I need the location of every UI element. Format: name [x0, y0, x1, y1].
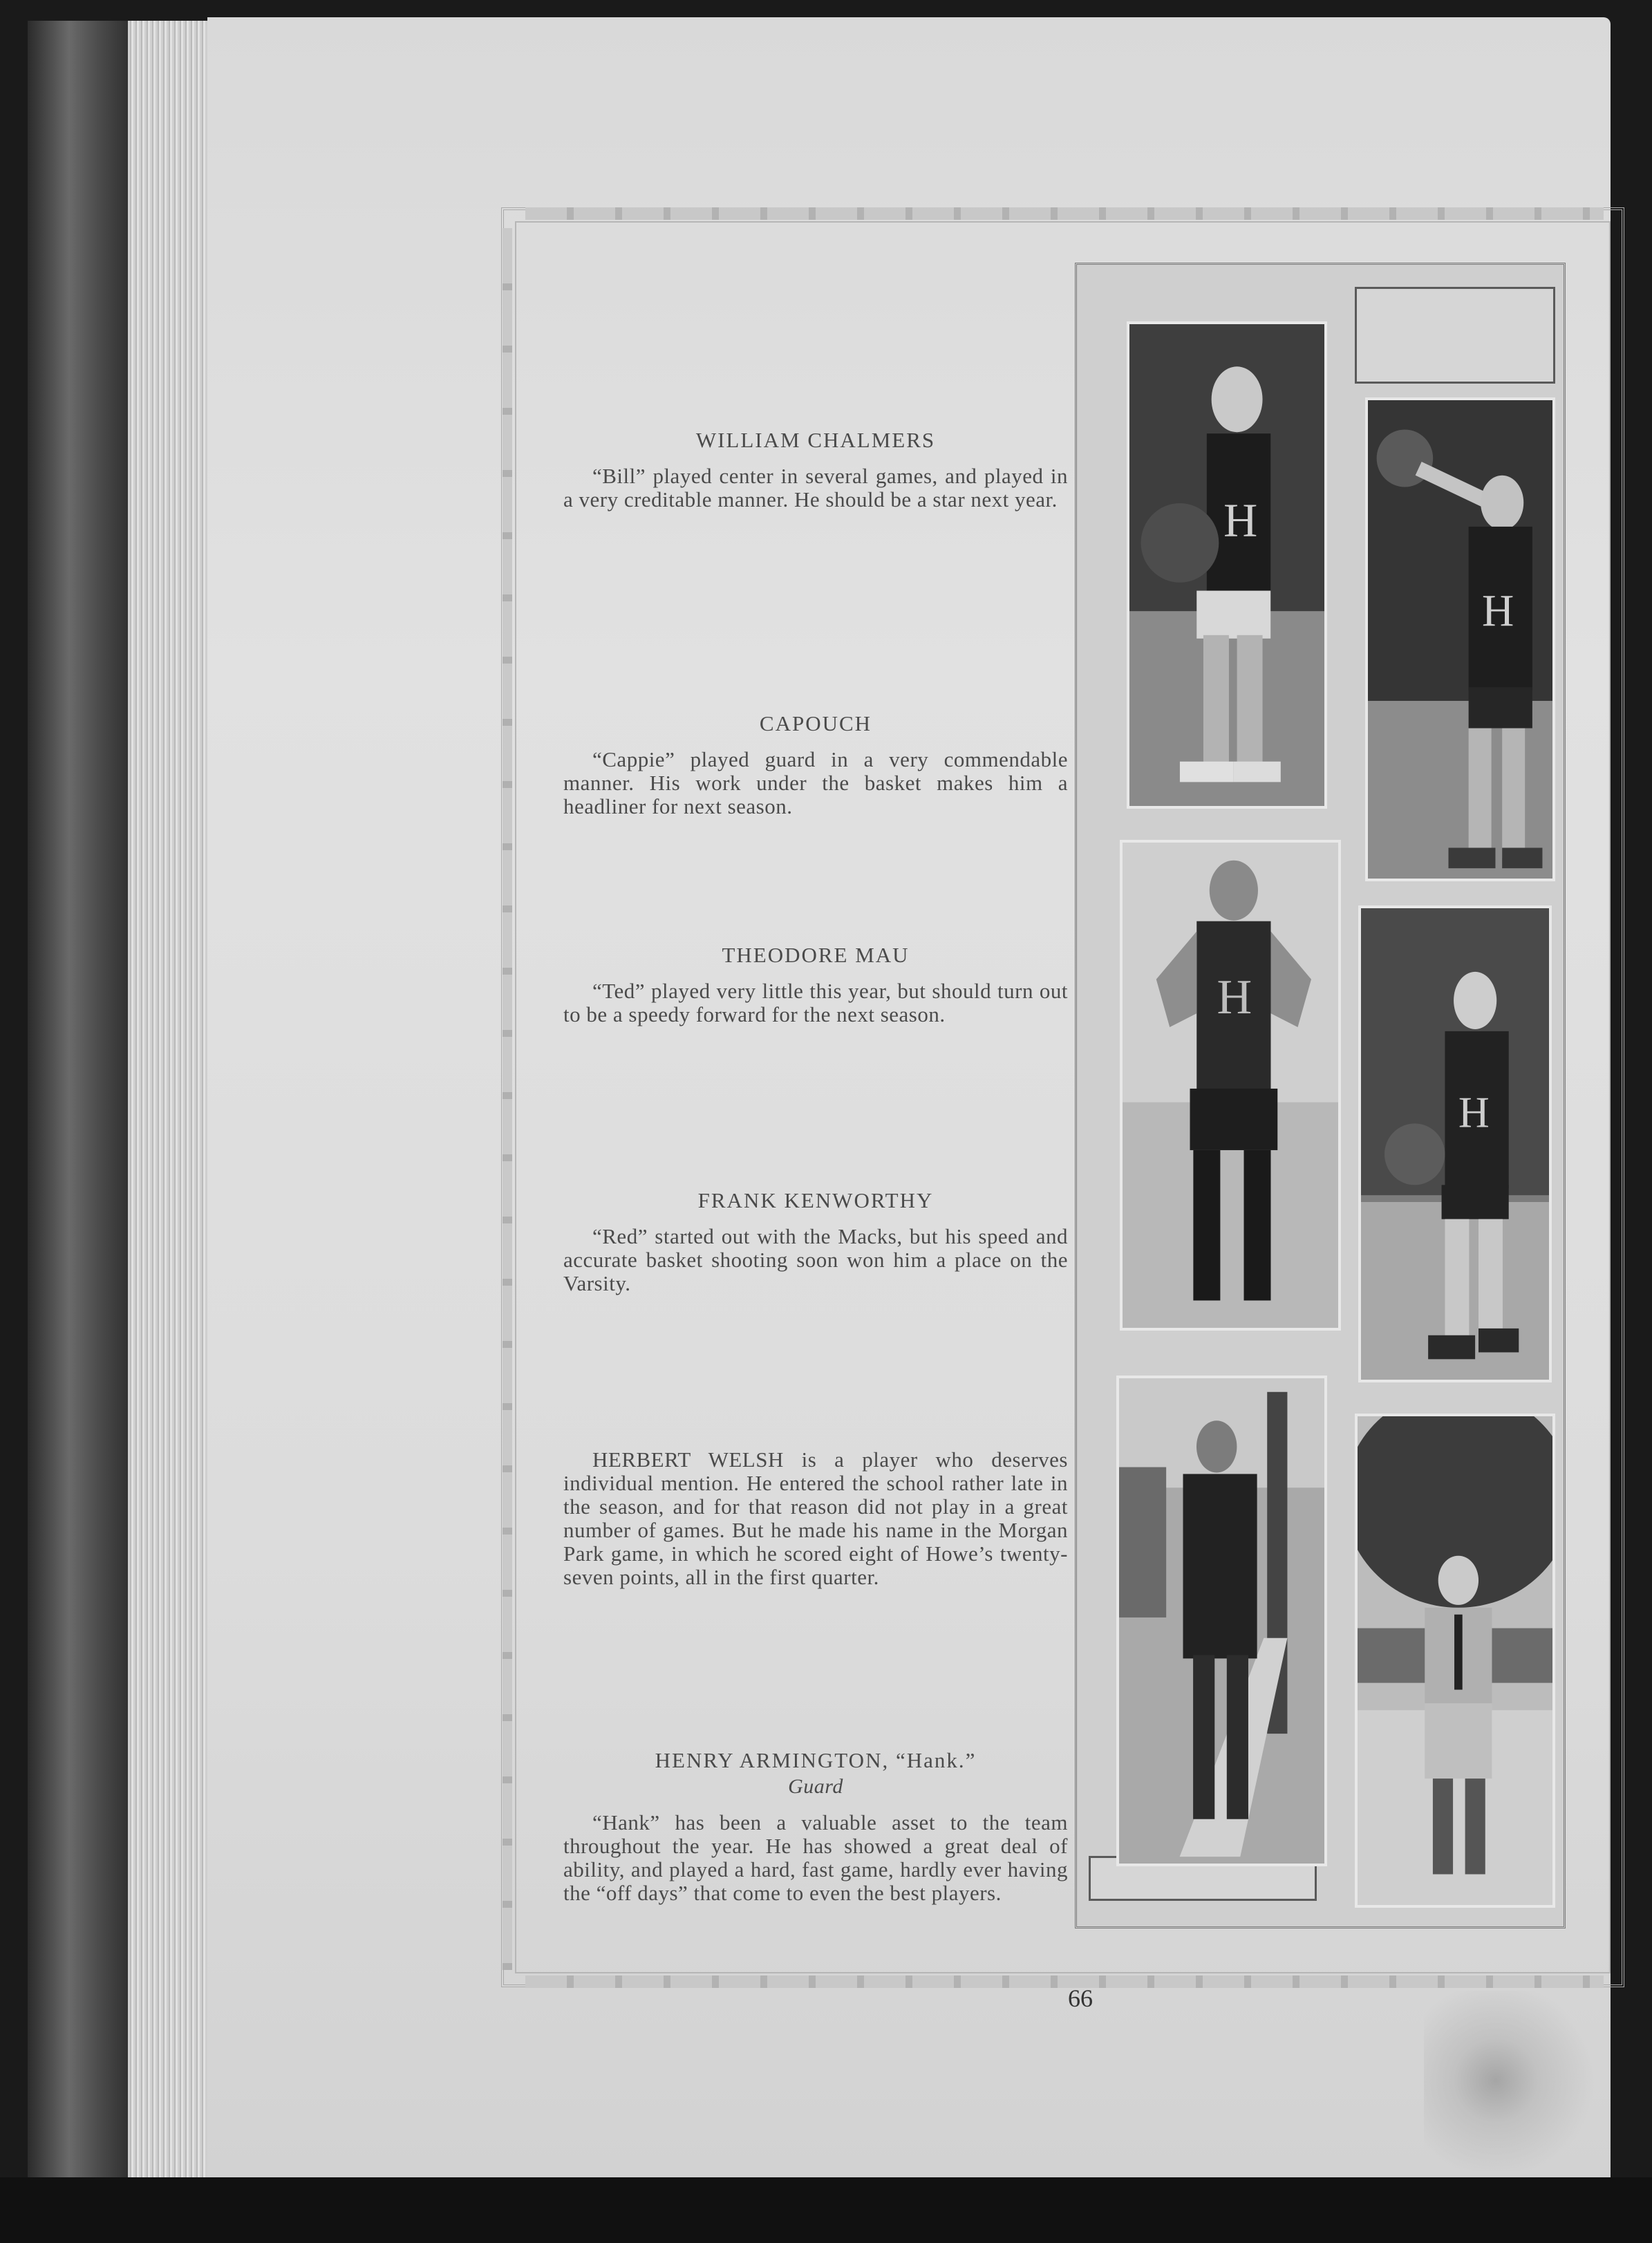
decorative-border-left-band	[503, 228, 512, 1970]
svg-text:H: H	[1223, 493, 1258, 547]
entry-heading: CAPOUCH	[759, 711, 872, 735]
photo-player-capouch	[1365, 397, 1555, 881]
entry-heading: HENRY ARMINGTON, “Hank.”	[655, 1748, 977, 1772]
entry-text: HERBERT WELSH is a player who deserves individual mention. He entered the school rather late in the season, and for that reason did not play in a great number of games. But he made his name in the Morgan Park game, in which he scored eight of Howe’s twenty-seven points, all in the first quarter.	[563, 1447, 1068, 1589]
svg-text:H: H	[1482, 585, 1514, 636]
entry-heading: THEODORE MAU	[722, 943, 910, 967]
entry-heading: FRANK KENWORTHY	[697, 1188, 934, 1212]
page-stain	[1424, 1991, 1604, 2170]
entry-text: “Cappie” played guard in a very commendable manner. His work under the basket makes him a headliner for next season.	[563, 747, 1068, 818]
page-number: 66	[1068, 1984, 1093, 2012]
entry-kenworthy	[563, 1189, 1068, 1295]
decorative-border-bottom-band	[525, 1975, 1604, 1988]
book-spine	[28, 21, 131, 2198]
entry-heading: WILLIAM CHALMERS	[695, 428, 936, 452]
photo-player-chalmers	[1127, 321, 1327, 809]
empty-label-box-top	[1355, 287, 1555, 384]
decorative-border-top-band	[525, 207, 1604, 220]
entry-capouch	[563, 712, 1068, 818]
photo-player-armington	[1355, 1414, 1555, 1908]
photo-player-kenworthy	[1358, 905, 1552, 1382]
entry-text: “Bill” played center in several games, and played in a very creditable manner. He should be a star next year.	[563, 464, 1068, 512]
entry-armington	[563, 1749, 1068, 1905]
entry-text: “Ted” played very little this year, but should turn out to be a speedy forward for the next season.	[563, 979, 1068, 1026]
entry-mau	[563, 944, 1068, 1026]
svg-text:H: H	[1217, 970, 1252, 1025]
entry-text: “Hank” has been a valuable asset to the team throughout the year. He has showed a great deal of ability, and played a hard, fast game, hardly ever having the “off days” that come to even the best players.	[563, 1810, 1068, 1905]
entry-subheading: Guard	[788, 1775, 843, 1798]
entry-welsh	[563, 1448, 1068, 1589]
scan-bottom-shadow	[0, 2177, 1652, 2243]
photo-player-mau	[1120, 840, 1341, 1331]
svg-text:H: H	[1458, 1087, 1490, 1137]
photo-player-welsh	[1116, 1376, 1327, 1866]
entry-text: “Red” started out with the Macks, but his speed and accurate basket shooting soon won him a place on the Varsity.	[563, 1224, 1068, 1295]
entry-chalmers	[563, 429, 1068, 512]
